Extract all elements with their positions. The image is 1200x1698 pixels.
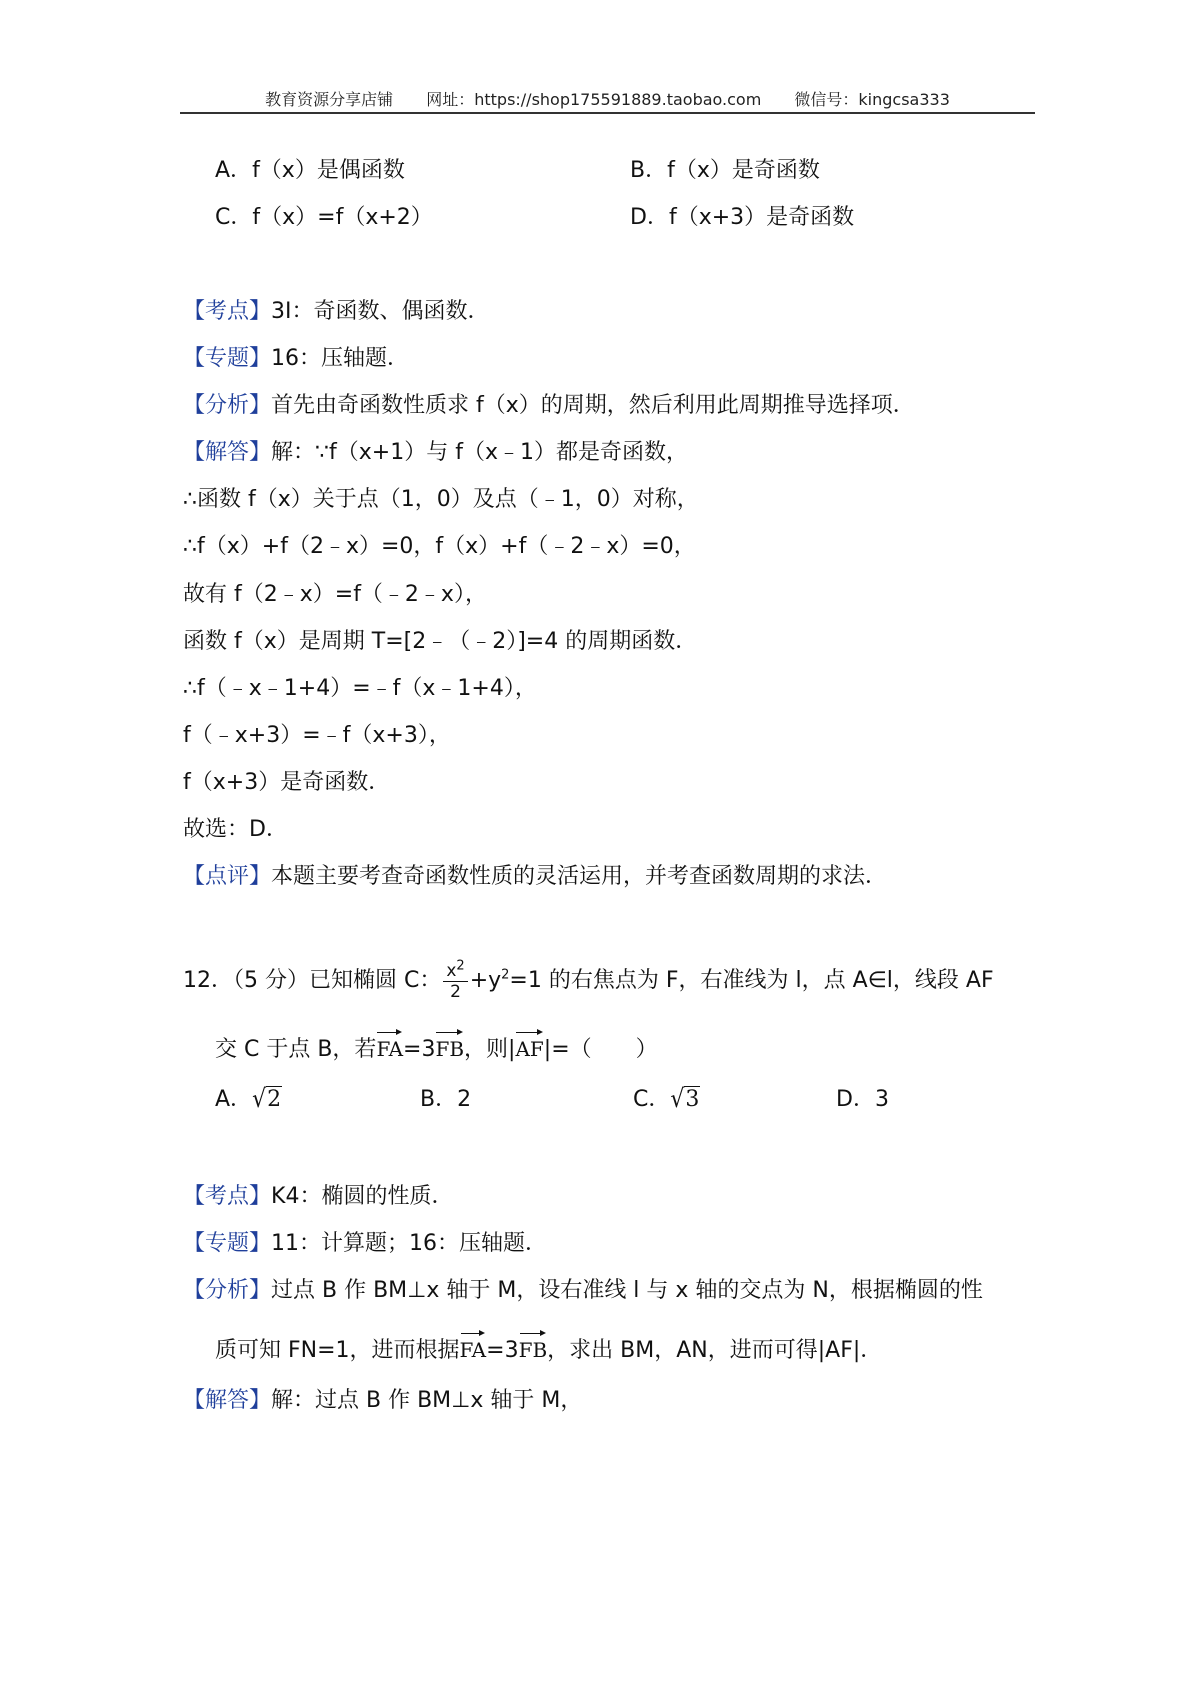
q12-stem-line-2: 交 C 于点 B，若FA=3FB，则|AF|=（ ） [215,1030,658,1065]
vector-fb: FB [519,1331,548,1365]
header-divider [180,112,1035,114]
q11-jieda: 【解答】解：∵f（x+1）与 f（x﹣1）都是奇函数， [183,440,688,465]
zhuanti-tag: 【专题】 [183,1231,272,1256]
q11-option-d: D．f（x+3）是奇函数 [630,205,855,230]
vector-af: AF [515,1030,543,1064]
vector-fb: FB [435,1030,464,1064]
q11-step-5: ∴f（﹣x﹣1+4）=﹣f（x﹣1+4）， [183,676,537,701]
jieda-tag: 【解答】 [183,440,272,465]
q12-jieda: 【解答】解：过点 B 作 BM⊥x 轴于 M， [183,1388,583,1413]
sqrt-3: √3 [670,1085,700,1114]
q11-fenxi: 【分析】首先由奇函数性质求 f（x）的周期，然后利用此周期推导选择项． [183,393,915,418]
fenxi-tag: 【分析】 [183,1278,272,1303]
ellipse-fraction: $\frac{x^2}{2}$ [443,961,467,1002]
dianping-tag: 【点评】 [183,864,272,889]
q11-step-4: 函数 f（x）是周期 T=[2﹣（﹣2）]=4 的周期函数． [183,629,698,654]
q12-fenxi: 【分析】过点 B 作 BM⊥x 轴于 M，设右准线 l 与 x 轴的交点为 N，根据椭圆的性 [183,1278,983,1303]
vector-fa: FA [376,1030,403,1064]
q12-stem-line-1: 12．（5 分）已知椭圆 C： $\frac{x^2}{2}$ $+y^2=1$ 的右焦点为 F，右准线为 l，点 A∈l，线段 AF [183,957,994,1002]
kaodian-tag: 【考点】 [183,299,272,324]
q11-step-7: f（x+3）是奇函数． [183,770,391,795]
q11-option-c: C．f（x）=f（x+2） [215,205,433,230]
q12-kaodian: 【考点】K4：椭圆的性质． [183,1184,454,1209]
q11-option-b: B．f（x）是奇函数 [630,158,820,183]
q12-zhuanti: 【专题】11：计算题；16：压轴题． [183,1231,548,1256]
q11-option-a: A．f（x）是偶函数 [215,158,405,183]
wechat-id: 微信号：kingcsa333 [794,90,950,109]
kaodian-tag: 【考点】 [183,1184,272,1209]
vector-fa: FA [460,1331,487,1365]
q11-kaodian: 【考点】3I：奇函数、偶函数． [183,299,490,324]
q12-fenxi-cont: 质可知 FN=1，进而根据FA=3FB，求出 BM，AN，进而可得|AF|． [215,1331,882,1366]
q12-option-c: C．√3 [633,1085,700,1114]
fenxi-tag: 【分析】 [183,393,272,418]
shop-url[interactable]: 网址：https://shop175591889.taobao.com [426,90,762,109]
q12-option-b: B．2 [420,1087,472,1112]
sqrt-2: √2 [252,1085,282,1114]
q11-step-6: f（﹣x+3）=﹣f（x+3）， [183,723,451,748]
q11-step-1: ∴函数 f（x）关于点（1，0）及点（﹣1，0）对称， [183,487,699,512]
q11-step-2: ∴f（x）+f（2﹣x）=0，f（x）+f（﹣2﹣x）=0， [183,534,696,559]
zhuanti-tag: 【专题】 [183,346,272,371]
jieda-tag: 【解答】 [183,1388,272,1413]
q11-step-3: 故有 f（2﹣x）=f（﹣2﹣x）， [183,582,487,607]
q11-zhuanti: 【专题】16：压轴题． [183,346,410,371]
q12-option-d: D．3 [836,1087,889,1112]
q12-option-a: A．√2 [215,1085,282,1114]
page-header [180,88,1035,112]
shop-name: 教育资源分享店铺 [265,90,394,109]
q11-dianping: 【点评】本题主要考查奇函数性质的灵活运用，并考查函数周期的求法． [183,864,888,889]
q11-answer: 故选：D． [183,817,288,842]
